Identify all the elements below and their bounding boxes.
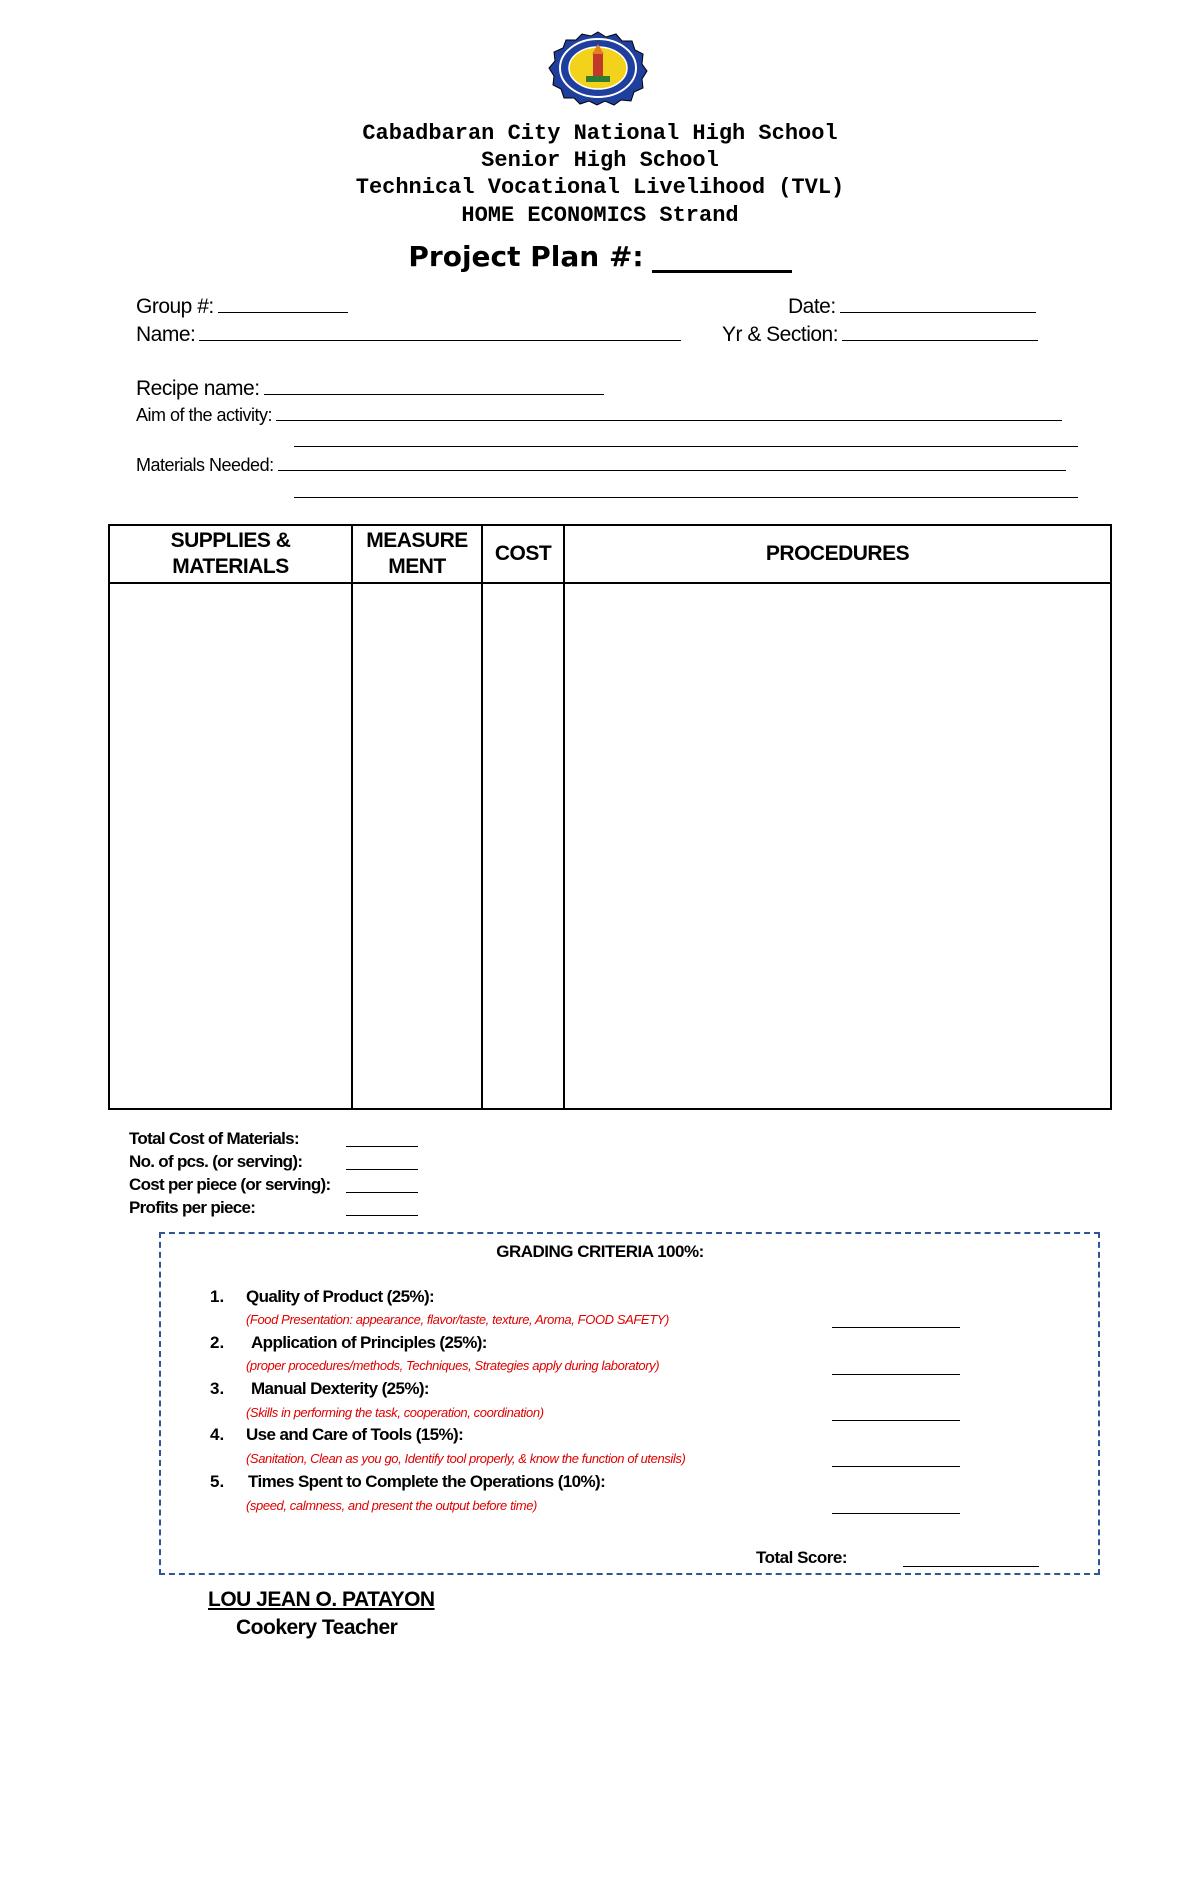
school-track: Technical Vocational Livelihood (TVL) xyxy=(355,175,845,200)
section-label: Yr & Section: xyxy=(722,323,839,346)
cost-cell[interactable] xyxy=(483,584,563,1108)
pieces-label: No. of pcs. (or serving): xyxy=(129,1152,303,1171)
criterion-description: (speed, calmness, and present the output before time) xyxy=(246,1498,537,1513)
criterion-score-blank[interactable] xyxy=(832,1420,960,1421)
name-field[interactable] xyxy=(136,320,681,347)
materials-field[interactable] xyxy=(136,452,1066,476)
section-field[interactable] xyxy=(722,320,1038,347)
date-label: Date: xyxy=(788,295,836,318)
date-field[interactable] xyxy=(788,292,1036,319)
grading-title: GRADING CRITERIA 100%: xyxy=(496,1242,704,1261)
header-procedures: PROCEDURES xyxy=(765,542,910,565)
grading-criteria-box xyxy=(159,1232,1100,1575)
criterion-score-blank[interactable] xyxy=(832,1466,960,1467)
criterion-label: Application of Principles (25%): xyxy=(251,1333,487,1352)
school-level: Senior High School xyxy=(481,148,719,173)
total-score-label: Total Score: xyxy=(756,1548,847,1567)
aim-label: Aim of the activity: xyxy=(136,405,273,425)
cost-per-piece-label: Cost per piece (or serving): xyxy=(129,1175,331,1194)
cost-per-piece-blank[interactable] xyxy=(346,1192,418,1193)
criterion-label: Quality of Product (25%): xyxy=(246,1287,435,1306)
group-label: Group #: xyxy=(136,295,214,318)
teacher-role: Cookery Teacher xyxy=(236,1616,398,1639)
aim-blank-line-2[interactable] xyxy=(294,446,1078,447)
supplies-cell[interactable] xyxy=(110,584,351,1108)
profit-blank[interactable] xyxy=(346,1215,418,1216)
recipe-blank[interactable] xyxy=(264,374,604,395)
criterion-label: Manual Dexterity (25%): xyxy=(251,1379,429,1398)
name-blank[interactable] xyxy=(199,320,681,341)
criterion-number: 1. xyxy=(210,1287,225,1306)
procedures-cell[interactable] xyxy=(565,584,1110,1108)
section-blank[interactable] xyxy=(842,320,1038,341)
supplies-table xyxy=(108,524,1112,1110)
criterion-description: (Food Presentation: appearance, flavor/taste, texture, Aroma, FOOD SAFETY) xyxy=(246,1312,669,1327)
criterion-number: 3. xyxy=(210,1379,225,1398)
group-field[interactable] xyxy=(136,292,348,319)
total-cost-blank[interactable] xyxy=(346,1146,418,1147)
teacher-name: LOU JEAN O. PATAYON xyxy=(208,1588,435,1611)
aim-field[interactable] xyxy=(136,402,1062,426)
criterion-description: (proper procedures/methods, Techniques, Strategies apply during laboratory) xyxy=(246,1358,660,1373)
profit-label: Profits per piece: xyxy=(129,1198,256,1217)
recipe-field[interactable] xyxy=(136,374,604,401)
criterion-score-blank[interactable] xyxy=(832,1327,960,1328)
header-supplies: SUPPLIES & MATERIALS xyxy=(170,529,291,578)
criterion-description: (Skills in performing the task, cooperation, coordination) xyxy=(246,1405,544,1420)
date-blank[interactable] xyxy=(840,292,1036,313)
measurement-cell[interactable] xyxy=(353,584,481,1108)
group-blank[interactable] xyxy=(218,292,348,313)
page-title xyxy=(0,240,1200,273)
criterion-score-blank[interactable] xyxy=(832,1513,960,1514)
school-strand: HOME ECONOMICS Strand xyxy=(461,203,739,228)
criterion-number: 2. xyxy=(210,1333,225,1352)
recipe-label: Recipe name: xyxy=(136,377,260,400)
page-title-text: Project Plan #: xyxy=(408,240,644,273)
total-score-blank[interactable] xyxy=(903,1566,1039,1567)
criterion-score-blank[interactable] xyxy=(832,1374,960,1375)
name-label: Name: xyxy=(136,323,196,346)
aim-blank[interactable] xyxy=(276,402,1062,421)
header-cost: COST xyxy=(494,542,552,565)
criterion-number: 5. xyxy=(210,1472,225,1491)
pieces-blank[interactable] xyxy=(346,1169,418,1170)
criterion-number: 4. xyxy=(210,1425,225,1444)
materials-blank-line-2[interactable] xyxy=(294,497,1078,498)
school-seal-logo xyxy=(548,30,648,106)
school-name: Cabadbaran City National High School xyxy=(362,121,838,146)
criterion-description: (Sanitation, Clean as you go, Identify tool properly, & know the function of utensils) xyxy=(246,1451,686,1466)
materials-label: Materials Needed: xyxy=(136,455,274,475)
total-cost-label: Total Cost of Materials: xyxy=(129,1129,299,1148)
plan-number-blank[interactable] xyxy=(652,244,792,273)
criterion-label: Times Spent to Complete the Operations (10%): xyxy=(248,1472,606,1491)
header-measurement: MEASURE MENT xyxy=(366,529,468,578)
criterion-label: Use and Care of Tools (15%): xyxy=(246,1425,464,1444)
materials-blank[interactable] xyxy=(278,452,1066,471)
